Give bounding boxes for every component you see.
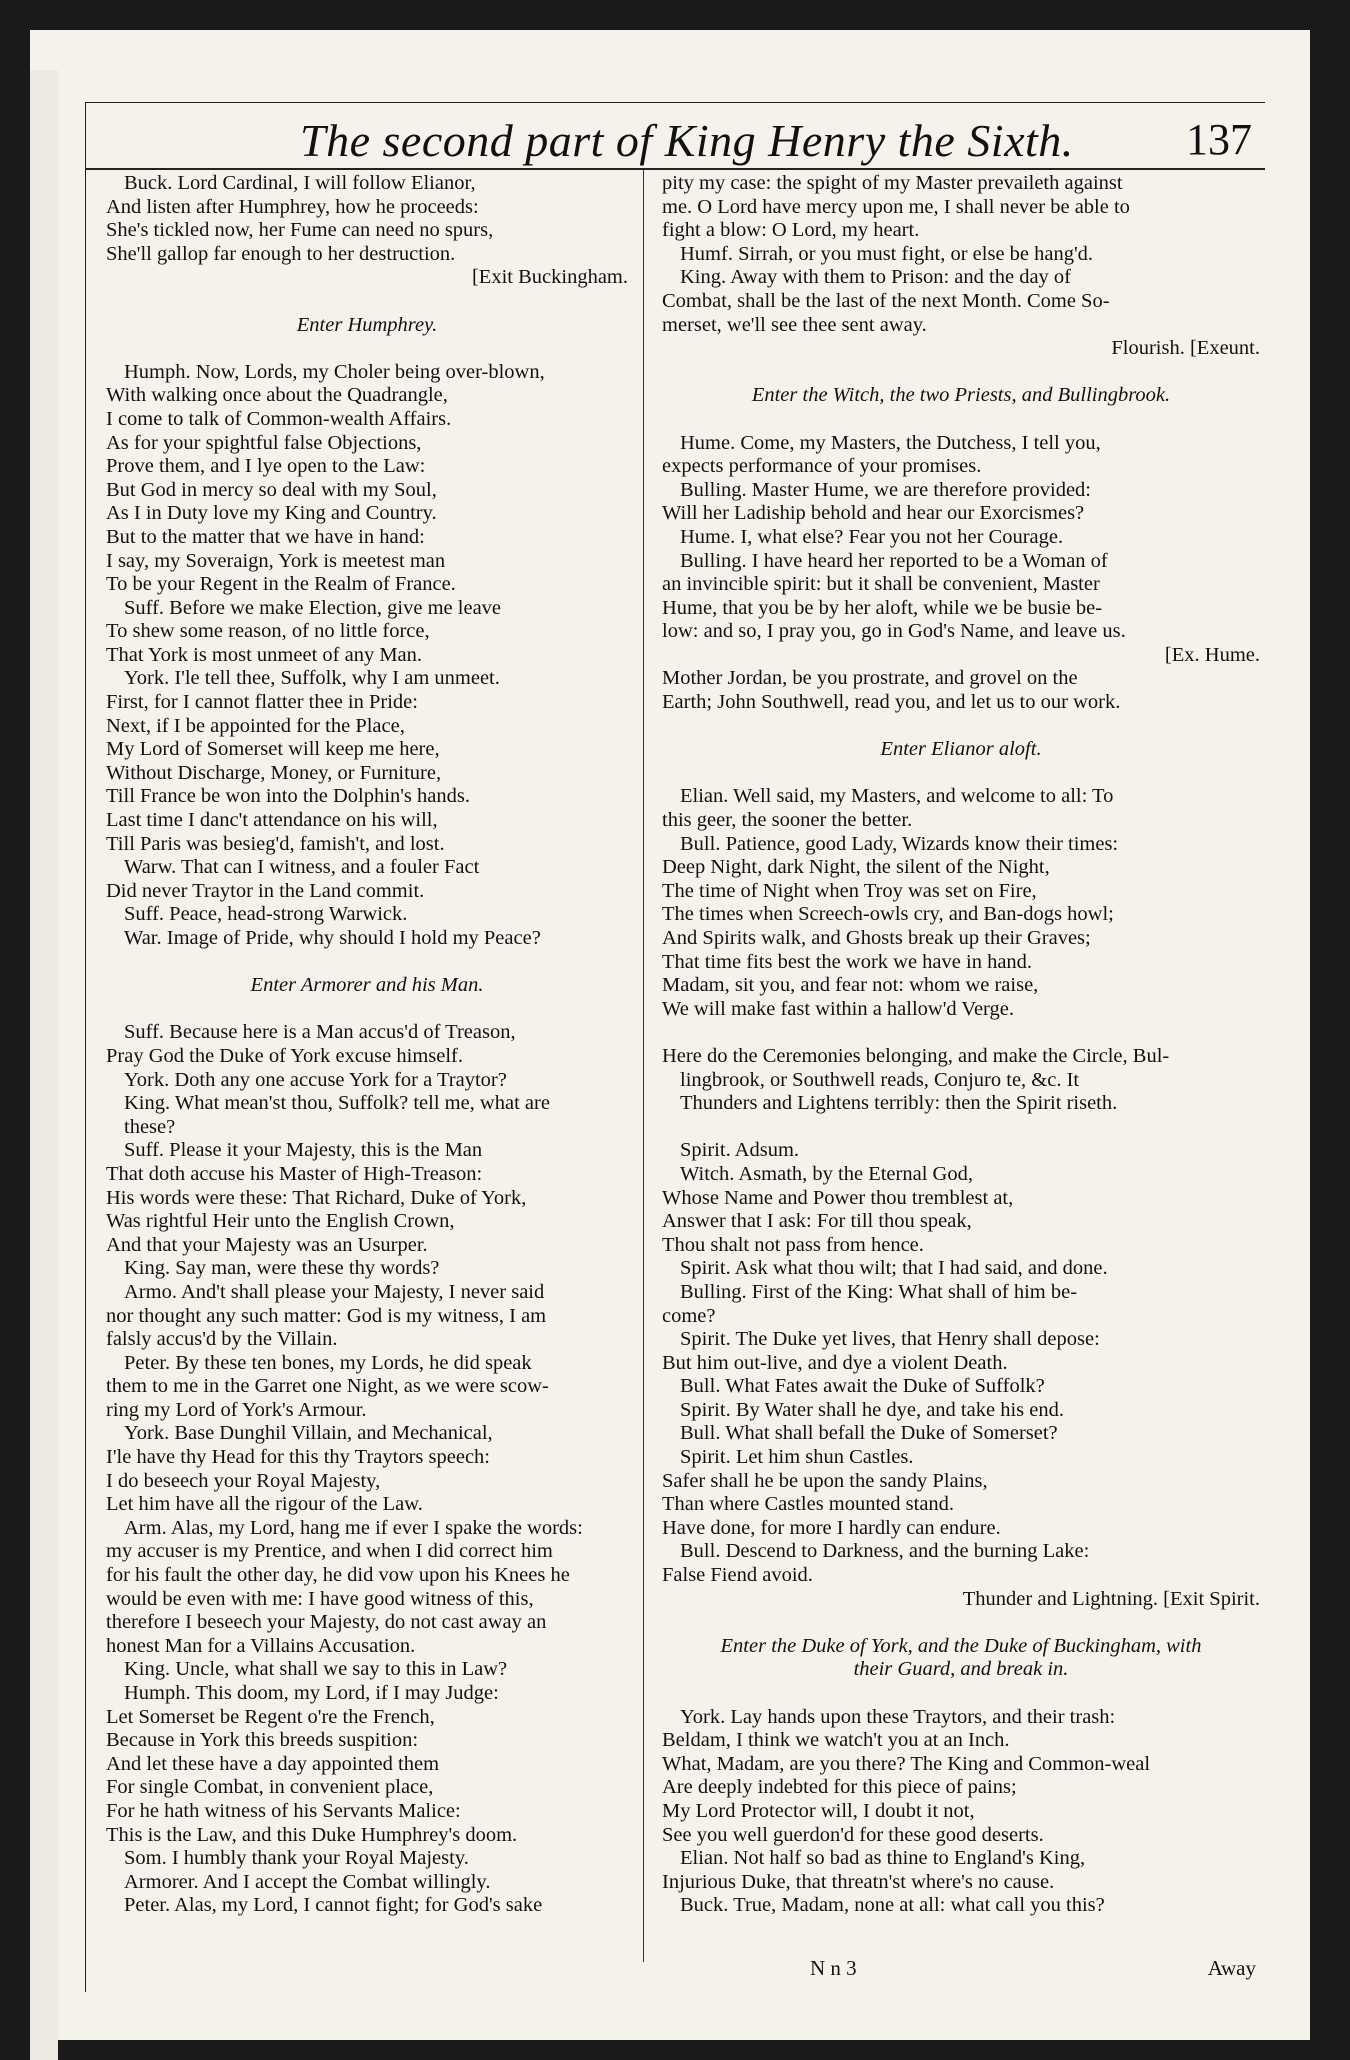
text-line: Thou shalt not pass from hence. — [662, 1233, 924, 1256]
text-line: Enter Elianor aloft. — [880, 738, 1042, 761]
text-line: nor thought any such matter: God is my witness, I am — [106, 1304, 547, 1327]
text-line: Combat, shall be the last of the next Month. Come So- — [662, 289, 1110, 312]
text-line: This is the Law, and this Duke Humphrey's doom. — [106, 1823, 518, 1846]
text-line: And that your Majesty was an Usurper. — [106, 1233, 428, 1256]
text-line: First, for I cannot flatter thee in Pride: — [106, 691, 418, 714]
text-line: But God in mercy so deal with my Soul, — [106, 478, 437, 501]
text-line: His words were these: That Richard, Duke of York, — [106, 1186, 527, 1209]
column-divider — [643, 170, 644, 1962]
text-line: Witch. Asmath, by the Eternal God, — [680, 1162, 973, 1185]
text-line: Humf. Sirrah, or you must fight, or else be hang'd. — [680, 242, 1094, 265]
text-line: Have done, for more I hardly can endure. — [662, 1516, 1001, 1539]
text-line: King. Away with them to Prison: and the day of — [680, 266, 1071, 289]
text-line: Bulling. First of the King: What shall of him be- — [680, 1280, 1078, 1303]
text-line: Let him have all the rigour of the Law. — [106, 1493, 423, 1516]
text-line: Mother Jordan, be you prostrate, and grovel on the — [662, 667, 1078, 690]
text-line: Spirit. Let him shun Castles. — [680, 1446, 914, 1469]
text-line: York. I'le tell thee, Suffolk, why I am unmeet. — [124, 667, 500, 690]
text-line: As I in Duty love my King and Country. — [106, 502, 437, 525]
text-line: I'le have thy Head for this thy Traytors speech: — [106, 1446, 491, 1469]
text-line: therefore I beseech your Majesty, do not cast away an — [106, 1611, 547, 1634]
text-line: War. Image of Pride, why should I hold my Peace? — [124, 927, 541, 949]
text-line: Peter. By these ten bones, my Lords, he did speak — [124, 1351, 532, 1374]
text-line: Bull. What Fates await the Duke of Suffolk? — [680, 1375, 1045, 1398]
adjacent-page-edge — [30, 70, 58, 2060]
text-line: Spirit. Adsum. — [680, 1139, 800, 1162]
text-line: Spirit. By Water shall he dye, and take his end. — [680, 1398, 1064, 1421]
text-line: Warw. That can I witness, and a fouler Fact — [124, 856, 480, 879]
text-line: Bull. What shall befall the Duke of Somerset? — [680, 1422, 1058, 1445]
text-line: For single Combat, in convenient place, — [106, 1776, 434, 1799]
text-line: But to the matter that we have in hand: — [106, 525, 425, 548]
page-number: 137 — [1186, 115, 1252, 164]
text-line: Thunder and Lightning. [Exit Spirit. — [962, 1587, 1260, 1610]
text-line: Till Paris was besieg'd, famish't, and lost. — [106, 832, 445, 855]
text-line: York. Doth any one accuse York for a Traytor? — [124, 1068, 507, 1091]
text-line: Will her Ladiship behold and hear our Exorcismes? — [662, 502, 1085, 525]
text-line: Bulling. I have heard her reported to be a Woman of — [680, 549, 1108, 572]
text-line: Suff. Peace, head-strong Warwick. — [124, 903, 408, 926]
text-line: falsly accus'd by the Villain. — [106, 1328, 338, 1351]
text-line: Spirit. The Duke yet lives, that Henry shall depose: — [680, 1328, 1100, 1351]
text-line: I come to talk of Common-wealth Affairs. — [106, 407, 452, 430]
text-line: Armo. And't shall please your Majesty, I never said — [124, 1280, 545, 1303]
text-line: Let Somerset be Regent o're the French, — [106, 1705, 435, 1728]
text-line: Elian. Not half so bad as thine to England's King, — [680, 1847, 1086, 1870]
left-text-column — [106, 172, 628, 1918]
text-line: come? — [662, 1304, 716, 1327]
text-line: Because in York this breeds suspition: — [106, 1729, 419, 1752]
text-line: That time fits best the work we have in hand. — [662, 950, 1033, 973]
text-line: Suff. Please it your Majesty, this is the Man — [124, 1139, 483, 1162]
text-line: Last time I danc't attendance on his will, — [106, 809, 438, 832]
text-line: Pray God the Duke of York excuse himself. — [106, 1044, 463, 1067]
top-rule — [85, 102, 1265, 103]
text-line: Buck. True, Madam, none at all: what call you this? — [680, 1894, 1105, 1917]
catchword: Away — [1207, 1956, 1256, 1980]
text-line: Humph. Now, Lords, my Choler being over-blown, — [124, 360, 545, 383]
text-line: The times when Screech-owls cry, and Ban-dogs howl; — [662, 903, 1114, 926]
text-line: lingbrook, or Southwell reads, Conjuro te, &c. It — [680, 1068, 1080, 1091]
text-line: I do beseech your Royal Majesty, — [106, 1469, 381, 1492]
text-line: Enter the Duke of York, and the Duke of Buckingham, with — [720, 1634, 1202, 1657]
text-line: I say, my Soveraign, York is meetest man — [106, 549, 446, 572]
text-line: Enter Humphrey. — [296, 313, 438, 336]
text-line: Humph. This doom, my Lord, if I may Judge: — [124, 1682, 499, 1704]
text-line: Answer that I ask: For till thou speak, — [662, 1210, 972, 1233]
text-line: for his fault the other day, he did vow upon his Knees he — [106, 1564, 570, 1587]
line-gap — [662, 408, 1260, 432]
text-line: merset, we'll see thee sent away. — [662, 313, 927, 336]
text-line: For he hath witness of his Servants Malice: — [106, 1799, 461, 1822]
text-line: To shew some reason, of no little force, — [106, 620, 430, 643]
text-line: Prove them, and I lye open to the Law: — [106, 455, 426, 478]
text-line: The time of Night when Troy was set on Fire, — [662, 879, 1037, 902]
book-page — [30, 30, 1310, 2040]
text-line: She'll gallop far enough to her destruction. — [106, 242, 456, 265]
header-rule — [85, 168, 1265, 170]
line-gap — [106, 998, 628, 1022]
text-line: Hume. I, what else? Fear you not her Courage. — [680, 525, 1064, 548]
text-line: Are deeply indebted for this piece of pains; — [662, 1776, 1017, 1799]
text-line: Enter Armorer and his Man. — [250, 974, 484, 997]
line-gap — [662, 1611, 1260, 1635]
text-line: Bull. Patience, good Lady, Wizards know their times: — [680, 832, 1119, 855]
text-line: this geer, the sooner the better. — [662, 809, 913, 832]
text-line: Beldam, I think we watch't you at an Inch. — [662, 1729, 1010, 1752]
text-line: Buck. Lord Cardinal, I will follow Elianor, — [124, 172, 476, 194]
text-line: See you well guerdon'd for these good deserts. — [662, 1823, 1044, 1846]
text-line: Earth; John Southwell, read you, and let us to our work. — [662, 691, 1121, 714]
running-title: The second part of King Henry the Sixth. — [300, 115, 1074, 166]
text-line: Injurious Duke, that threatn'st where's no cause. — [662, 1870, 1055, 1893]
text-line: Arm. Alas, my Lord, hang me if ever I spake the words: — [124, 1516, 583, 1539]
text-line: King. Say man, were these thy words? — [124, 1257, 440, 1280]
text-line: Peter. Alas, my Lord, I cannot fight; for God's sake — [124, 1894, 543, 1917]
right-text-column — [662, 172, 1260, 1918]
text-line: Madam, sit you, and fear not: whom we raise, — [662, 974, 1039, 997]
text-line: Hume. Come, my Masters, the Dutchess, I tell you, — [680, 431, 1101, 454]
text-line: But him out-live, and dye a violent Death. — [662, 1351, 1008, 1374]
line-gap — [662, 1682, 1260, 1706]
text-line: My Lord of Somerset will keep me here, — [106, 738, 440, 761]
text-line: expects performance of your promises. — [662, 455, 982, 478]
text-line: pity my case: the spight of my Master prevaileth against — [662, 172, 1123, 194]
text-line: Deep Night, dark Night, the silent of the Night, — [662, 856, 1050, 879]
text-line: Bull. Descend to Darkness, and the burning Lake: — [680, 1540, 1090, 1563]
text-line: [Ex. Hume. — [1164, 643, 1260, 666]
text-line: And listen after Humphrey, how he proceeds: — [106, 195, 479, 218]
text-line: [Exit Buckingham. — [471, 266, 628, 289]
text-line: Thunders and Lightens terribly: then the Spirit riseth. — [680, 1092, 1118, 1115]
line-gap — [662, 762, 1260, 786]
text-line: And Spirits walk, and Ghosts break up their Graves; — [662, 927, 1091, 949]
text-line: What, Madam, are you there? The King and Common-weal — [662, 1752, 1151, 1775]
line-gap — [662, 361, 1260, 385]
text-line: Hume, that you be by her aloft, while we be busie be- — [662, 596, 1103, 619]
line-gap — [106, 951, 628, 975]
line-gap — [106, 290, 628, 314]
signature-mark: N n 3 — [810, 1956, 857, 1980]
text-line: Next, if I be appointed for the Place, — [106, 714, 405, 737]
text-line: That York is most unmeet of any Man. — [106, 643, 423, 666]
text-line: King. What mean'st thou, Suffolk? tell me, what are — [124, 1092, 550, 1115]
text-line: She's tickled now, her Fume can need no spurs, — [106, 219, 494, 242]
text-line: That doth accuse his Master of High-Treason: — [106, 1162, 483, 1185]
text-line: Spirit. Ask what thou wilt; that I had said, and done. — [680, 1257, 1108, 1280]
line-gap — [662, 1021, 1260, 1045]
text-line: And let these have a day appointed them — [106, 1752, 440, 1775]
text-line: York. Lay hands upon these Traytors, and their trash: — [680, 1705, 1116, 1728]
text-line: Till France be won into the Dolphin's hands. — [106, 785, 470, 808]
text-line: my accuser is my Prentice, and when I did correct him — [106, 1540, 553, 1563]
text-line: My Lord Protector will, I doubt it not, — [662, 1799, 975, 1822]
text-line: their Guard, and break in. — [853, 1658, 1069, 1681]
text-line: Bulling. Master Hume, we are therefore provided: — [680, 478, 1092, 501]
text-line: me. O Lord have mercy upon me, I shall never be able to — [662, 195, 1130, 218]
text-line: With walking once about the Quadrangle, — [106, 384, 448, 407]
text-line: Som. I humbly thank your Royal Majesty. — [124, 1847, 469, 1870]
text-line: As for your spightful false Objections, — [106, 431, 422, 454]
text-line: would be even with me: I have good witness of this, — [106, 1587, 534, 1610]
text-line: To be your Regent in the Realm of France. — [106, 573, 456, 596]
text-line: Here do the Ceremonies belonging, and make the Circle, Bul- — [662, 1044, 1170, 1067]
text-line: Without Discharge, Money, or Furniture, — [106, 761, 442, 784]
text-line: False Fiend avoid. — [662, 1564, 813, 1587]
text-line: Armorer. And I accept the Combat willingly. — [124, 1870, 491, 1893]
text-line: Flourish. [Exeunt. — [1111, 337, 1260, 360]
text-line: York. Base Dunghil Villain, and Mechanical, — [124, 1422, 493, 1445]
text-line: Was rightful Heir unto the English Crown, — [106, 1210, 455, 1233]
text-line: low: and so, I pray you, go in God's Name, and leave us. — [662, 620, 1126, 643]
text-line: We will make fast within a hallow'd Verge. — [662, 997, 1014, 1020]
text-line: Suff. Because here is a Man accus'd of Treason, — [124, 1021, 516, 1044]
text-line: them to me in the Garret one Night, as we were scow- — [106, 1375, 549, 1398]
text-line: these? — [124, 1115, 176, 1138]
line-gap — [662, 715, 1260, 739]
text-line: Safer shall he be upon the sandy Plains, — [662, 1469, 988, 1492]
text-line: Than where Castles mounted stand. — [662, 1493, 955, 1516]
text-line: fight a blow: O Lord, my heart. — [662, 219, 920, 242]
text-line: honest Man for a Villains Accusation. — [106, 1634, 416, 1657]
text-line: Suff. Before we make Election, give me leave — [124, 596, 502, 619]
text-line: Did never Traytor in the Land commit. — [106, 879, 425, 902]
line-gap — [662, 1116, 1260, 1140]
text-line: Enter the Witch, the two Priests, and Bullingbrook. — [751, 384, 1171, 407]
left-border-rule — [85, 102, 86, 1992]
text-line: Whose Name and Power thou tremblest at, — [662, 1186, 1014, 1209]
text-line: Elian. Well said, my Masters, and welcome to all: To — [680, 785, 1114, 808]
line-gap — [106, 337, 628, 361]
text-line: ring my Lord of York's Armour. — [106, 1398, 367, 1421]
text-line: an invincible spirit: but it shall be convenient, Master — [662, 573, 1100, 596]
text-line: King. Uncle, what shall we say to this in Law? — [124, 1658, 508, 1681]
